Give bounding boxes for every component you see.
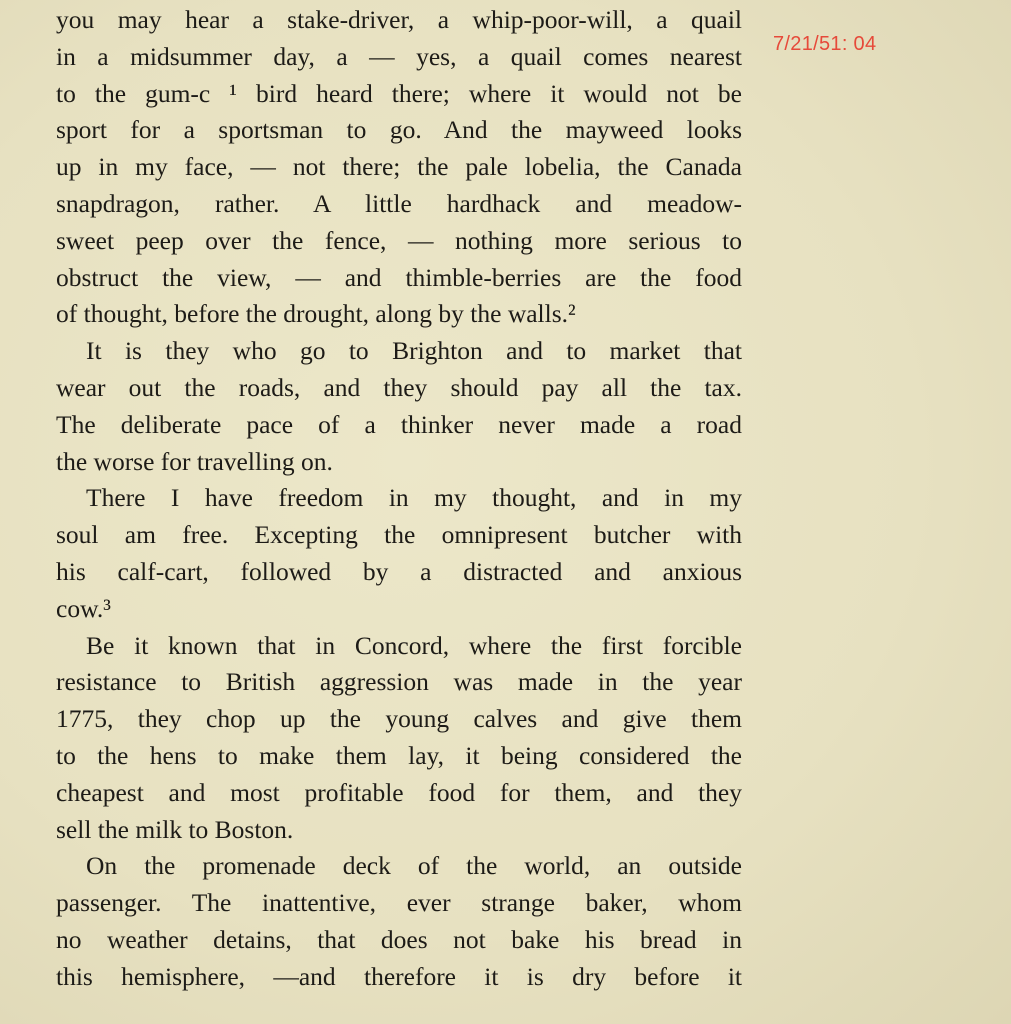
text-line: the worse for travelling on.	[56, 446, 333, 476]
text-line: no weather detains, that does not bake his bread in	[56, 924, 742, 954]
text-line: up in my face, — not there; the pale lobelia, the Canada	[56, 152, 742, 182]
text-line: cow.³	[56, 593, 111, 623]
text-line: snapdragon, rather. A little hardhack and meadow-	[56, 188, 742, 218]
text-line: passenger. The inattentive, ever strange baker, whom	[56, 888, 742, 918]
text-line: resistance to British aggression was made in the year	[56, 667, 742, 697]
text-line: this hemisphere, —and therefore it is dry before it	[56, 961, 742, 991]
body-text	[56, 2, 742, 996]
text-line: soul am free. Excepting the omnipresent butcher with	[56, 520, 742, 550]
text-line: obstruct the view, — and thimble-berries are the food	[56, 262, 742, 292]
text-line: to the gum-c ¹ bird heard there; where it would not be	[56, 78, 742, 108]
text-line: sport for a sportsman to go. And the mayweed looks	[56, 115, 742, 145]
text-line: to the hens to make them lay, it being considered the	[56, 740, 742, 770]
paragraph-start: On the promenade deck of the world, an outside	[86, 851, 742, 881]
text-line: 1775, they chop up the young calves and give them	[56, 704, 742, 734]
text-line: his calf-cart, followed by a distracted and anxious	[56, 556, 742, 586]
text-line: you may hear a stake-driver, a whip-poor-will, a quail	[56, 5, 742, 34]
text-line: cheapest and most profitable food for them, and they	[56, 777, 742, 807]
paragraph-start: There I have freedom in my thought, and in my	[86, 483, 742, 513]
text-line: The deliberate pace of a thinker never made a road	[56, 409, 742, 439]
text-line: sweet peep over the fence, — nothing more serious to	[56, 225, 742, 255]
paragraph-start: Be it known that in Concord, where the first forcible	[86, 630, 742, 660]
text-line: of thought, before the drought, along by the walls.²	[56, 299, 576, 329]
paragraph-start: It is they who go to Brighton and to market that	[86, 336, 742, 366]
date-stamp: 7/21/51: 04	[773, 33, 877, 55]
text-line: wear out the roads, and they should pay all the tax.	[56, 372, 742, 402]
text-line: sell the milk to Boston.	[56, 814, 294, 844]
text-line: in a midsummer day, a — yes, a quail comes nearest	[56, 41, 742, 71]
